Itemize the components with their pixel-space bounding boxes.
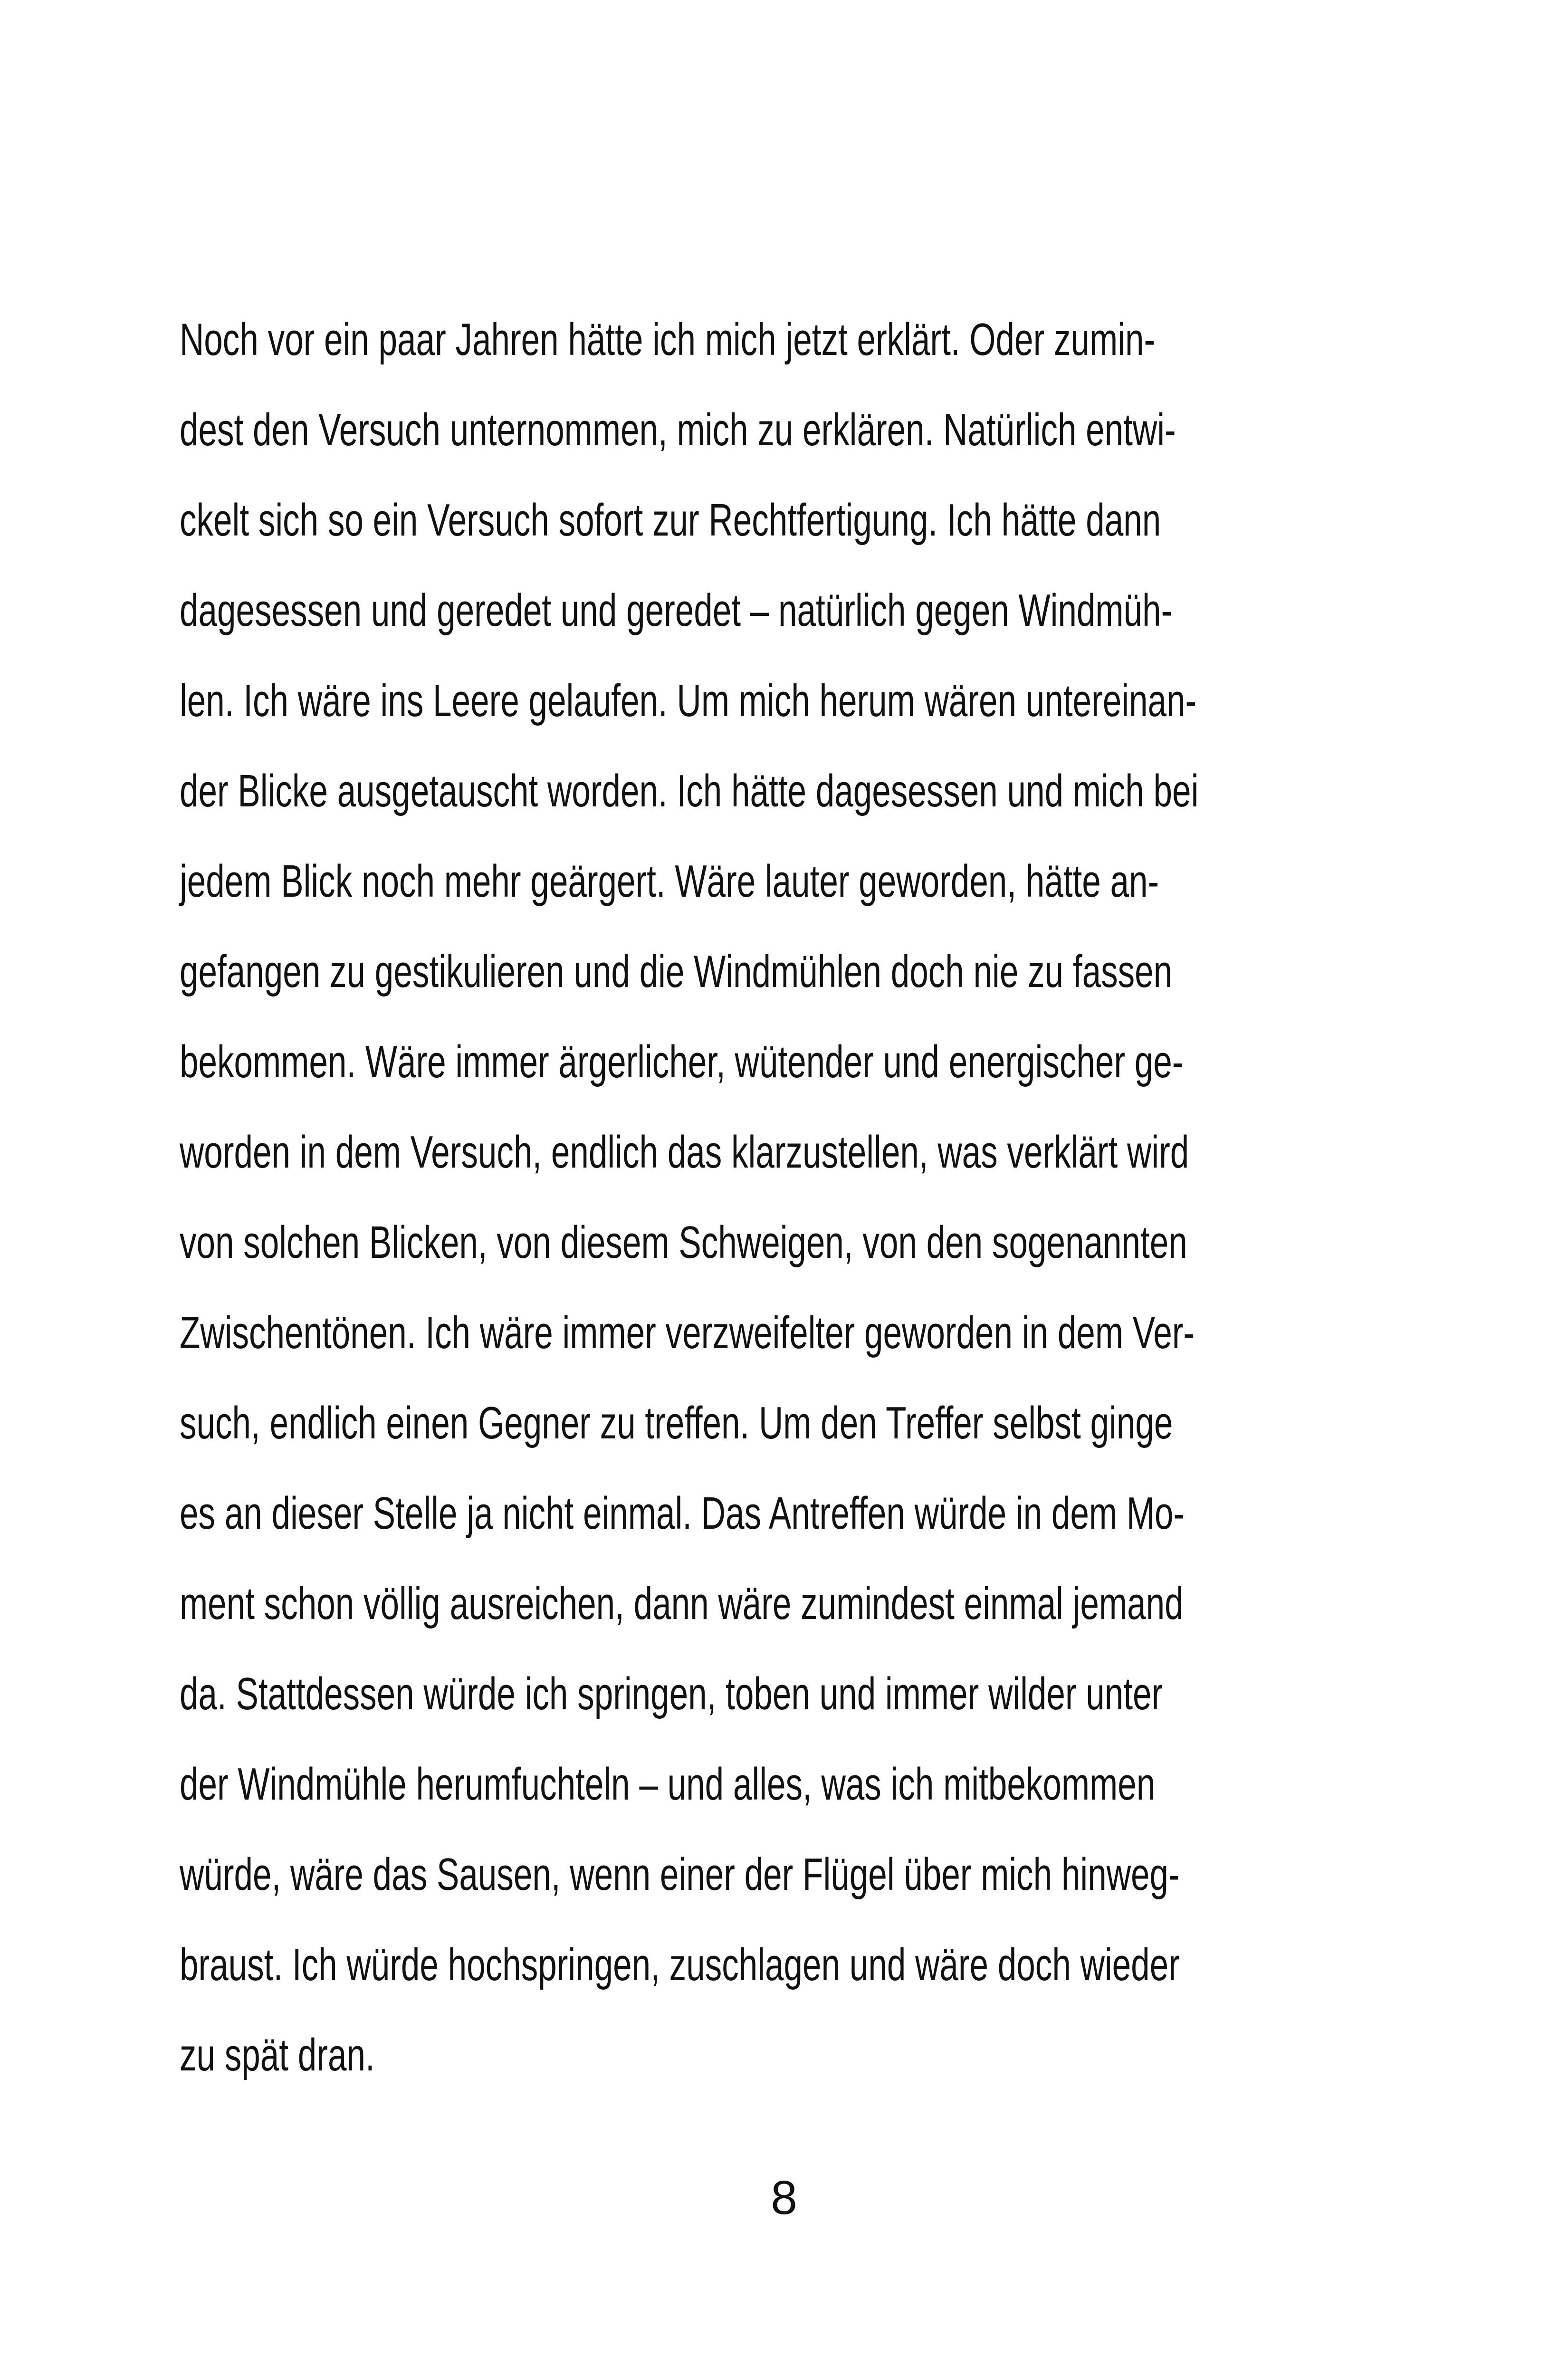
text-line: der Windmühle herumfuchteln – und alles, was ich mitbekommen [180,1759,1156,1810]
text-line: würde, wäre das Sausen, wenn einer der Flügel über mich hinweg- [180,1849,1180,1900]
text-line: der Blicke ausgetauscht worden. Ich hätte dagesessen und mich bei [180,766,1199,816]
text-line: bekommen. Wäre immer ärgerlicher, wütender und energischer ge- [180,1036,1184,1087]
text-line: jedem Blick noch mehr geärgert. Wäre lauter geworden, hätte an- [180,856,1159,907]
text-line: dest den Versuch unternommen, mich zu erklären. Natürlich entwi- [180,404,1176,455]
text-line: zu spät dran. [180,2030,375,2080]
text-line: von solchen Blicken, von diesem Schweigen, von den sogenannten [180,1217,1187,1268]
text-line: Noch vor ein paar Jahren hätte ich mich jetzt erklärt. Oder zumin- [180,314,1156,365]
text-line: Zwischentönen. Ich wäre immer verzweifelter geworden in dem Ver- [180,1307,1195,1358]
text-line: es an dieser Stelle ja nicht einmal. Das Antreffen würde in dem Mo- [180,1488,1185,1539]
text-line: braust. Ich würde hochspringen, zuschlagen und wäre doch wieder [180,1939,1180,1990]
page-number: 8 [771,2171,797,2224]
text-line: ment schon völlig ausreichen, dann wäre zumindest einmal jemand [180,1578,1184,1629]
text-line: da. Stattdessen würde ich springen, toben und immer wilder unter [180,1668,1163,1719]
text-line: len. Ich wäre ins Leere gelaufen. Um mich herum wären untereinan- [180,675,1197,726]
text-line: worden in dem Versuch, endlich das klarzustellen, was verklärt wird [180,1127,1189,1178]
text-line: ckelt sich so ein Versuch sofort zur Rechtfertigung. Ich hätte dann [180,495,1161,546]
text-line: gefangen zu gestikulieren und die Windmühlen doch nie zu fassen [180,946,1173,997]
text-line: such, endlich einen Gegner zu treffen. Um den Treffer selbst ginge [180,1398,1173,1448]
text-line: dagesessen und geredet und geredet – natürlich gegen Windmüh- [180,585,1173,636]
